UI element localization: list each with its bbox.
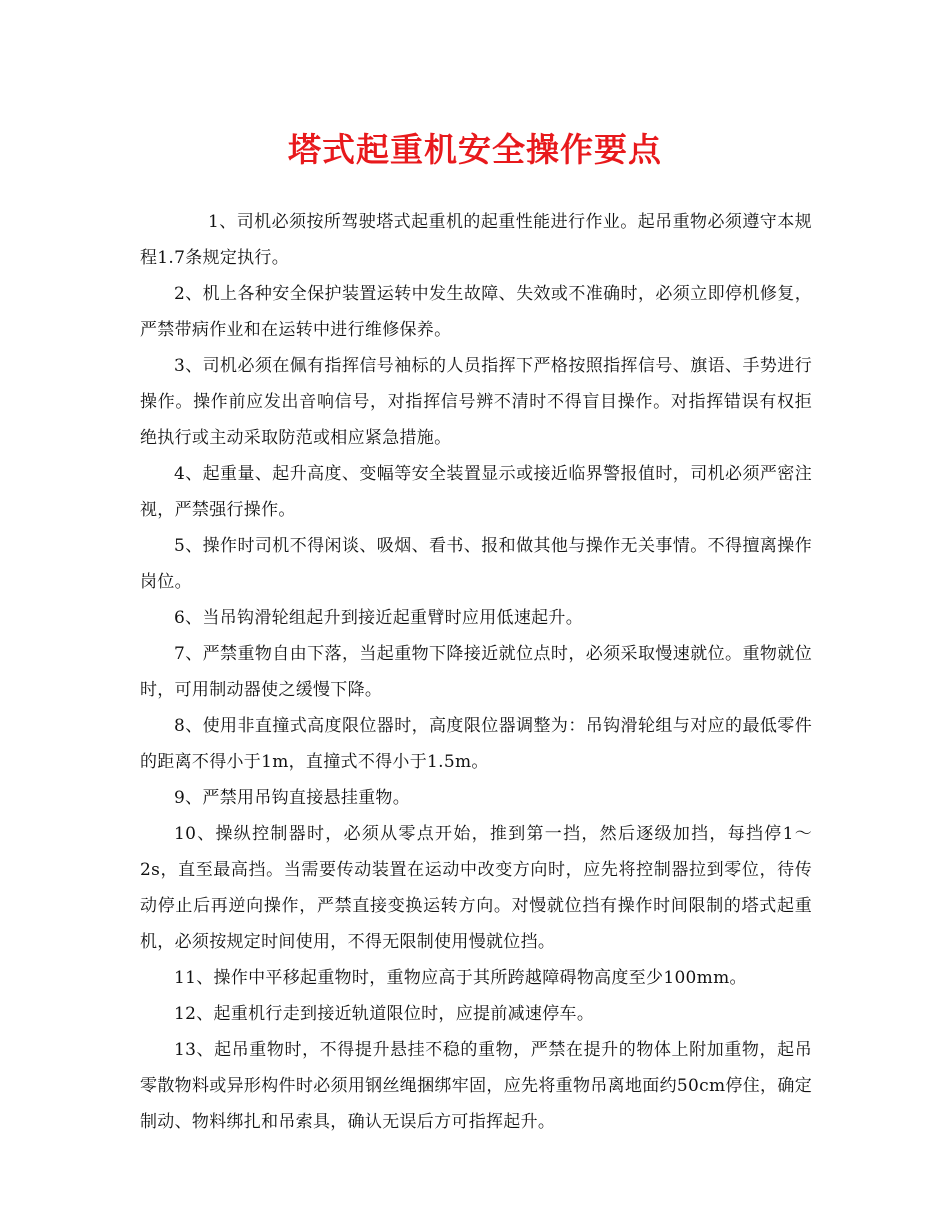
paragraph-4: 4、起重量、起升高度、变幅等安全装置显示或接近临界警报值时，司机必须严密注视，严禁强行操作。 <box>140 464 812 520</box>
paragraph-13: 13、起吊重物时，不得提升悬挂不稳的重物，严禁在提升的物体上附加重物，起吊零散物料或异形构件时必须用钢丝绳捆绑牢固，应先将重物吊离地面约50cm停住，确定制动、物料绑扎和吊索具，确认无误后方可指挥起升。 <box>140 1040 812 1132</box>
paragraph-12: 12、起重机行走到接近轨道限位时，应提前减速停车。 <box>174 1004 595 1024</box>
paragraph-8: 8、使用非直撞式高度限位器时，高度限位器调整为：吊钩滑轮组与对应的最低零件的距离不得小于1m，直撞式不得小于1.5m。 <box>140 716 812 772</box>
paragraph-9: 9、严禁用吊钩直接悬挂重物。 <box>174 788 411 808</box>
paragraph-6: 6、当吊钩滑轮组起升到接近起重臂时应用低速起升。 <box>174 608 584 628</box>
paragraph-10: 10、操纵控制器时，必须从零点开始，推到第一挡，然后逐级加挡，每挡停1～2s，直至最高挡。当需要传动装置在运动中改变方向时，应先将控制器拉到零位，待传动停止后再逆向操作，严禁直接变换运转方向。对慢就位挡有操作时间限制的塔式起重机，必须按规定时间使用，不得无限制使用慢就位挡。 <box>140 824 812 952</box>
paragraph-2: 2、机上各种安全保护装置运转中发生故障、失效或不准确时，必须立即停机修复，严禁带病作业和在运转中进行维修保养。 <box>140 284 812 340</box>
document-title: 塔式起重机安全操作要点 <box>288 130 662 169</box>
paragraph-5: 5、操作时司机不得闲谈、吸烟、看书、报和做其他与操作无关事情。不得擅离操作岗位。 <box>140 536 812 592</box>
document-body <box>140 204 812 1140</box>
paragraph-7: 7、严禁重物自由下落，当起重物下降接近就位点时，必须采取慢速就位。重物就位时，可用制动器使之缓慢下降。 <box>140 644 812 700</box>
paragraph-1: 1、司机必须按所驾驶塔式起重机的起重性能进行作业。起吊重物必须遵守本规程1.7条规定执行。 <box>140 212 812 268</box>
paragraph-3: 3、司机必须在佩有指挥信号袖标的人员指挥下严格按照指挥信号、旗语、手势进行操作。操作前应发出音响信号，对指挥信号辨不清时不得盲目操作。对指挥错误有权拒绝执行或主动采取防范或相应紧急措施。 <box>140 356 812 448</box>
paragraph-11: 11、操作中平移起重物时，重物应高于其所跨越障碍物高度至少100mm。 <box>174 968 747 988</box>
